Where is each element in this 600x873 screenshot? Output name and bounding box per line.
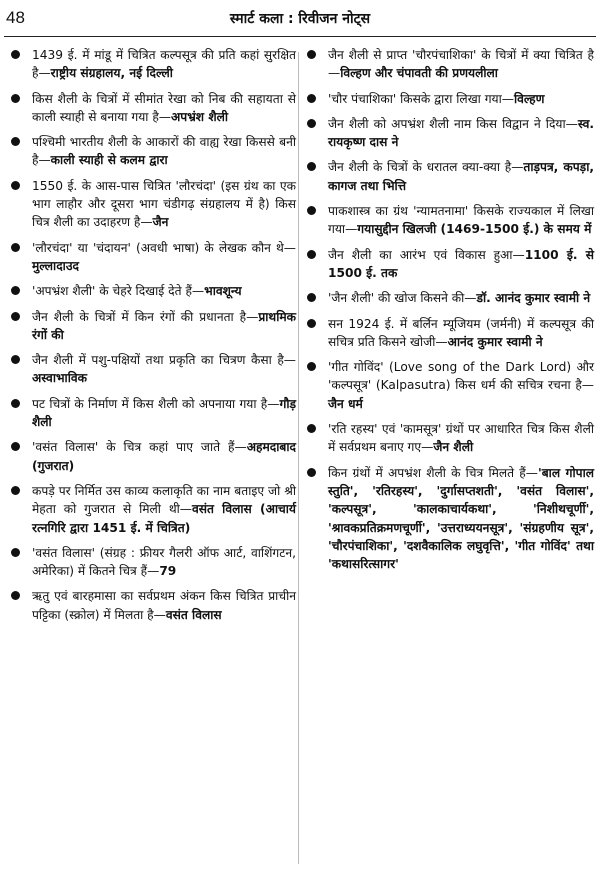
answer-text: स्व. रायकृष्ण दास ने [328, 116, 594, 150]
qa-item [8, 90, 296, 127]
bullet-icon [307, 94, 316, 103]
qa-item [304, 464, 594, 574]
question-text: सन 1924 ई. में बर्लिन म्यूजियम (जर्मनी) में कल्पसूत्र की सचित्र प्रति किसने खोजी— [328, 316, 594, 349]
bullet-icon [307, 293, 316, 302]
question-text: 'चौर पंचाशिका' किसके द्वारा लिखा गया— [328, 91, 514, 106]
question-text: 'लौरचंदा' या 'चंदायन' (अवधी भाषा) के लेखक कौन थे— [32, 240, 296, 255]
bullet-icon [307, 468, 316, 477]
right-column [304, 46, 594, 580]
answer-text: प्राथमिक रंगों की [32, 309, 296, 342]
question-text: किस शैली के चित्रों में सीमांत रेखा को निब की सहायता से काली स्याही से बनाया गया है— [32, 91, 296, 124]
answer-text: काली स्याही से कलम द्वारा [50, 153, 168, 168]
bullet-icon [11, 312, 20, 321]
question-text: 'गीत गोविंद' (Love song of the Dark Lord) और 'कल्पसूत्र' (Kalpasutra) किस धर्म की सचित्र रचना है— [328, 360, 594, 393]
answer-text: मुल्लादाउद [32, 258, 79, 273]
answer-text: 'बाल गोपाल स्तुति', 'रतिरहस्य', 'दुर्गासप्तशती', 'वसंत विलास', 'कल्पसूत्र', 'कालकाचार्यकथा', 'निशीथचूर्णी', 'श्रावकप्रतिक्रमणचूर्णी', 'उत्तराध्ययनसूत्र', 'संग्रहणीय सूत्र', 'चौरपंचाशिका', 'दशवैकालिक लघुवृत्ति', 'गीत गोविंद' तथा 'कथासरित्सागर' [328, 465, 594, 572]
bullet-icon [307, 362, 316, 371]
bullet-icon [11, 399, 20, 408]
answer-text: आनंद कुमार स्वामी ने [447, 334, 543, 349]
left-column [8, 46, 296, 631]
page-number: 48 [6, 8, 25, 27]
bullet-icon [11, 94, 20, 103]
qa-item [8, 395, 296, 432]
qa-item [8, 438, 296, 475]
question-text: 'जैन शैली' की खोज किसने की— [328, 291, 477, 306]
qa-item [8, 177, 296, 232]
qa-item [8, 544, 296, 581]
question-text: जैन शैली के चित्रों में किन रंगों की प्रधानता है— [32, 309, 259, 324]
answer-text: अपभ्रंश शैली [171, 109, 229, 124]
bullet-icon [11, 591, 20, 600]
bullet-icon [307, 250, 316, 259]
answer-text: राष्ट्रीय संग्रहालय, नई दिल्ली [50, 66, 173, 81]
answer-text: ताड़पत्र, कपड़ा, कागज तथा भित्ति [328, 160, 594, 193]
question-text: 'रति रहस्य' एवं 'कामसूत्र' ग्रंथों पर आधारित चित्र किस शैली में सर्वप्रथम बनाए गए— [328, 422, 594, 455]
qa-item [8, 351, 296, 388]
answer-text: जैन शैली [433, 440, 474, 455]
qa-item [304, 315, 594, 352]
qa-item [304, 115, 594, 152]
question-text: 1439 ई. में मांडू में चित्रित कल्पसूत्र की प्रति कहां सुरक्षित है— [32, 48, 296, 81]
question-text: 'वसंत विलास' (संग्रह : फ्रीयर गैलरी ऑफ आर्ट, वाशिंगटन, अमेरिका) में कितने चित्र हैं— [32, 545, 296, 579]
header-rule [4, 36, 596, 37]
answer-text: जैन [152, 215, 169, 230]
answer-text: वसंत विलास [165, 607, 222, 622]
page-header [0, 0, 600, 44]
qa-item [8, 282, 296, 300]
content-columns [0, 46, 600, 873]
question-text: किन ग्रंथों में अपभ्रंश शैली के चित्र मिलते हैं— [328, 465, 538, 480]
qa-item [8, 46, 296, 83]
bullet-icon [307, 319, 316, 328]
bullet-icon [11, 181, 20, 190]
answer-text: गौड़ शैली [32, 396, 296, 430]
answer-text: गयासुद्दीन खिलजी (1469-1500 ई.) के समय में [357, 222, 592, 237]
qa-item [8, 587, 296, 624]
question-text: ऋतु एवं बारहमासा का सर्वप्रथम अंकन किस चित्रित प्राचीन पट्टिका (स्क्रोल) में मिलता है— [32, 589, 296, 622]
bullet-icon [11, 243, 20, 252]
qa-item [304, 358, 594, 413]
answer-text: अस्वाभाविक [32, 371, 88, 386]
question-text: जैन शैली में पशु-पक्षियों तथा प्रकृति का चित्रण कैसा है— [32, 353, 296, 368]
qa-item [304, 90, 594, 108]
question-text: 1550 ई. के आस-पास चित्रित 'लौरचंदा' (इस ग्रंथ का एक भाग लाहौर और दूसरा भाग चंडीगढ़ संग्रहालय में है) किस चित्र शैली का उदाहरण है— [32, 178, 296, 230]
column-divider [298, 52, 299, 864]
qa-item [304, 420, 594, 457]
running-title: स्मार्ट कला : रिवीजन नोट्स [229, 11, 371, 27]
bullet-icon [307, 119, 316, 128]
answer-text: भावशून्य [204, 284, 242, 299]
bullet-icon [11, 486, 20, 495]
bullet-icon [11, 355, 20, 364]
qa-item [304, 158, 594, 195]
answer-text: वसंत विलास (आचार्य रत्नगिरि द्वारा 1451 ई. में चित्रित) [32, 502, 296, 535]
bullet-icon [307, 162, 316, 171]
question-text: कपड़े पर निर्मित उस काव्य कलाकृति का नाम बताइए जो श्री मेहता को गुजरात से मिली थी— [32, 483, 296, 517]
question-text: जैन शैली के चित्रों के धरातल क्या-क्या है— [328, 160, 524, 175]
bullet-icon [307, 424, 316, 433]
bullet-icon [307, 50, 316, 59]
question-text: पाकशास्त्र का ग्रंथ 'न्यामतनामा' किसके राज्यकाल में लिखा गया— [328, 204, 594, 237]
qa-item [8, 308, 296, 345]
qa-item [8, 482, 296, 537]
qa-item [304, 246, 594, 283]
bullet-icon [307, 206, 316, 215]
answer-text: 79 [159, 564, 177, 579]
bullet-icon [11, 137, 20, 146]
qa-item [304, 202, 594, 239]
bullet-icon [11, 548, 20, 557]
question-text: जैन शैली को अपभ्रंश शैली नाम किस विद्वान ने दिया— [328, 116, 578, 131]
bullet-icon [11, 442, 20, 451]
question-text: 'अपभ्रंश शैली' के चेहरे दिखाई देते हैं— [32, 284, 205, 299]
answer-text: विल्हण और चंपावती की प्रणयलीला [340, 66, 498, 81]
question-text: पट चित्रों के निर्माण में किस शैली को अपनाया गया है— [32, 396, 280, 411]
answer-text: 1100 ई. से 1500 ई. तक [328, 247, 594, 280]
qa-item [304, 289, 594, 307]
question-text: जैन शैली से प्राप्त 'चौरपंचाशिका' के चित्रों में क्या चित्रित है— [328, 48, 594, 81]
answer-text: विल्हण [513, 91, 545, 106]
answer-text: जैन धर्म [328, 396, 363, 411]
qa-item [8, 239, 296, 276]
answer-text: अहमदाबाद (गुजरात) [32, 440, 296, 473]
bullet-icon [11, 50, 20, 59]
question-text: 'वसंत विलास' के चित्र कहां पाए जाते हैं— [32, 440, 247, 455]
qa-item [8, 133, 296, 170]
bullet-icon [11, 286, 20, 295]
answer-text: डॉ. आनंद कुमार स्वामी ने [476, 291, 591, 306]
question-text: जैन शैली का आरंभ एवं विकास हुआ— [328, 247, 525, 262]
question-text: पश्चिमी भारतीय शैली के आकारों की वाह्य रेखा किससे बनी है— [32, 135, 296, 168]
qa-item [304, 46, 594, 83]
